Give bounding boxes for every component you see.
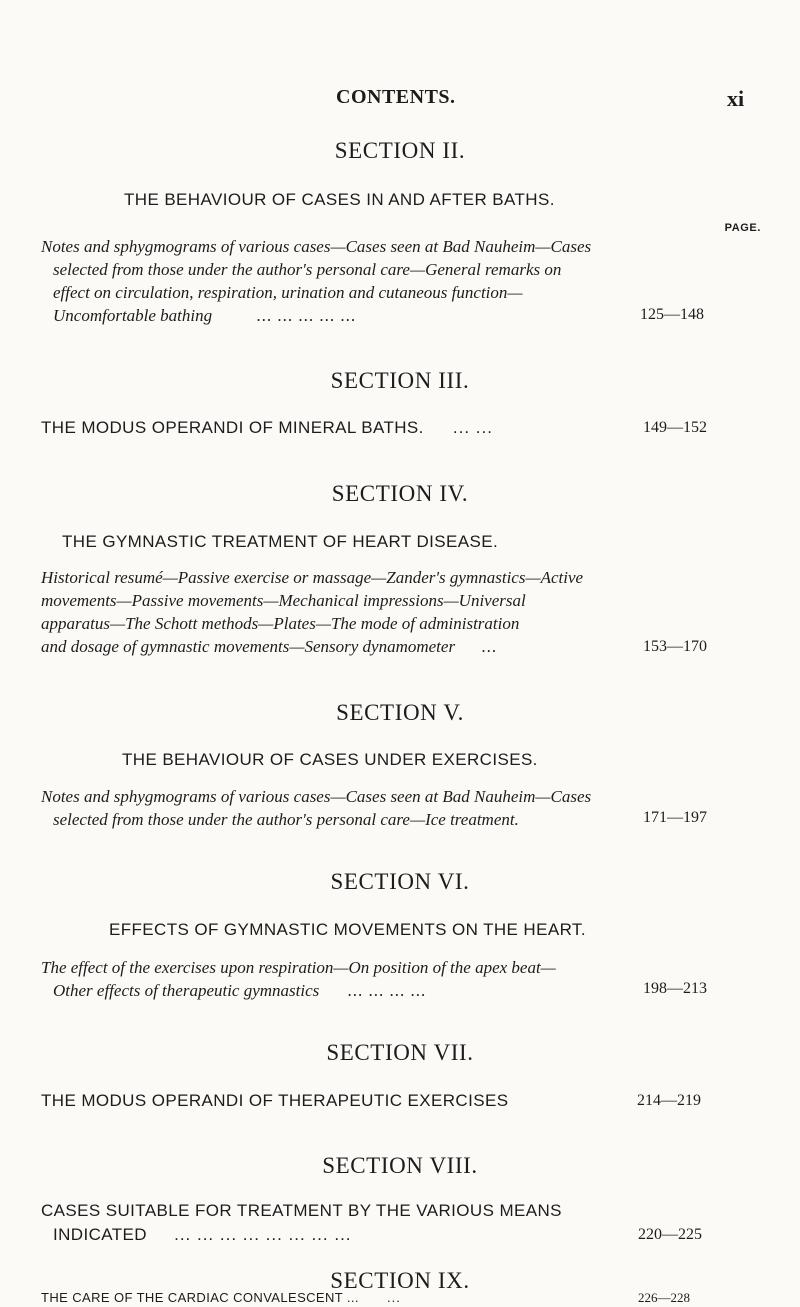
section-title-line xyxy=(41,1291,401,1305)
contents-line: Notes and sphygmograms of various cases—Cases seen at Bad Nauheim—Cases xyxy=(41,237,592,256)
leader-dots: ... xyxy=(481,637,498,656)
contents-line: apparatus—The Schott methods—Plates—The mode of administration xyxy=(41,614,520,633)
section-title: THE BEHAVIOUR OF CASES UNDER EXERCISES. xyxy=(122,750,538,769)
leader-dots: ... ... ... ... ... ... ... ... xyxy=(174,1225,352,1244)
page-range: 125—148 xyxy=(640,306,704,323)
section-contents xyxy=(41,956,741,1002)
page-range: 171—197 xyxy=(643,809,707,826)
running-head xyxy=(0,86,800,110)
section-heading: SECTION III. xyxy=(330,368,470,393)
contents-line: Notes and sphygmograms of various cases—Cases seen at Bad Nauheim—Cases xyxy=(41,787,592,806)
contents-line: effect on circulation, respiration, urination and cutaneous function— xyxy=(53,283,523,302)
section-title-line xyxy=(41,1091,508,1111)
leader-dots: ... ... ... ... xyxy=(347,981,427,1000)
section-heading: SECTION II. xyxy=(334,138,466,163)
page-range: 149—152 xyxy=(643,419,707,436)
section-contents xyxy=(41,566,741,658)
page-range: 226—228 xyxy=(638,1290,690,1305)
section-heading: SECTION V. xyxy=(336,700,464,725)
section-heading: SECTION VIII. xyxy=(322,1153,478,1178)
section-title-line xyxy=(53,1225,352,1245)
leader-dots: ... xyxy=(386,1290,401,1305)
leader-dots: ... ... ... ... ... xyxy=(256,306,357,325)
contents-line: movements—Passive movements—Mechanical impressions—Universal xyxy=(41,591,526,610)
section-title: THE CARE OF THE CARDIAC CONVALESCENT ... xyxy=(41,1290,359,1305)
page-number: xi xyxy=(727,86,745,111)
leader-dots: ... ... xyxy=(452,418,493,437)
contents-line xyxy=(41,635,741,658)
contents-text: Uncomfortable bathing xyxy=(53,306,213,325)
section-title: THE GYMNASTIC TREATMENT OF HEART DISEASE. xyxy=(62,532,499,551)
contents-line xyxy=(41,979,741,1002)
contents-line xyxy=(41,304,741,327)
section-title: EFFECTS OF GYMNASTIC MOVEMENTS ON THE HEART. xyxy=(109,920,586,939)
section-title: THE MODUS OPERANDI OF THERAPEUTIC EXERCISES xyxy=(41,1091,509,1110)
section-title: INDICATED xyxy=(53,1225,147,1244)
page-range: 198—213 xyxy=(643,980,707,997)
page-range: 153—170 xyxy=(643,638,707,655)
page-range: 214—219 xyxy=(637,1092,701,1109)
page-column-label: PAGE. xyxy=(724,222,761,234)
section-title-line: CASES SUITABLE FOR TREATMENT BY THE VARIOUS MEANS xyxy=(41,1201,562,1220)
section-heading: SECTION IV. xyxy=(331,481,469,506)
contents-line: selected from those under the author's personal care—General remarks on xyxy=(53,260,562,279)
page-range: 220—225 xyxy=(638,1226,702,1243)
section-title: THE MODUS OPERANDI OF MINERAL BATHS. xyxy=(41,418,424,437)
section-title: THE BEHAVIOUR OF CASES IN AND AFTER BATHS. xyxy=(124,190,555,209)
contents-text: and dosage of gymnastic movements—Sensory dynamometer xyxy=(41,637,456,656)
section-title-line xyxy=(41,418,493,438)
contents-line: The effect of the exercises upon respiration—On position of the apex beat— xyxy=(41,958,556,977)
section-heading: SECTION IX. xyxy=(330,1268,470,1293)
running-title: CONTENTS. xyxy=(336,86,456,108)
section-heading: SECTION VII. xyxy=(326,1040,474,1065)
section-heading: SECTION VI. xyxy=(330,869,470,894)
section-contents xyxy=(41,235,741,327)
contents-line: Historical resumé—Passive exercise or massage—Zander's gymnastics—Active xyxy=(41,568,584,587)
section-contents xyxy=(41,785,741,831)
contents-line: selected from those under the author's personal care—Ice treatment. xyxy=(53,810,519,829)
contents-text: Other effects of therapeutic gymnastics xyxy=(53,981,320,1000)
